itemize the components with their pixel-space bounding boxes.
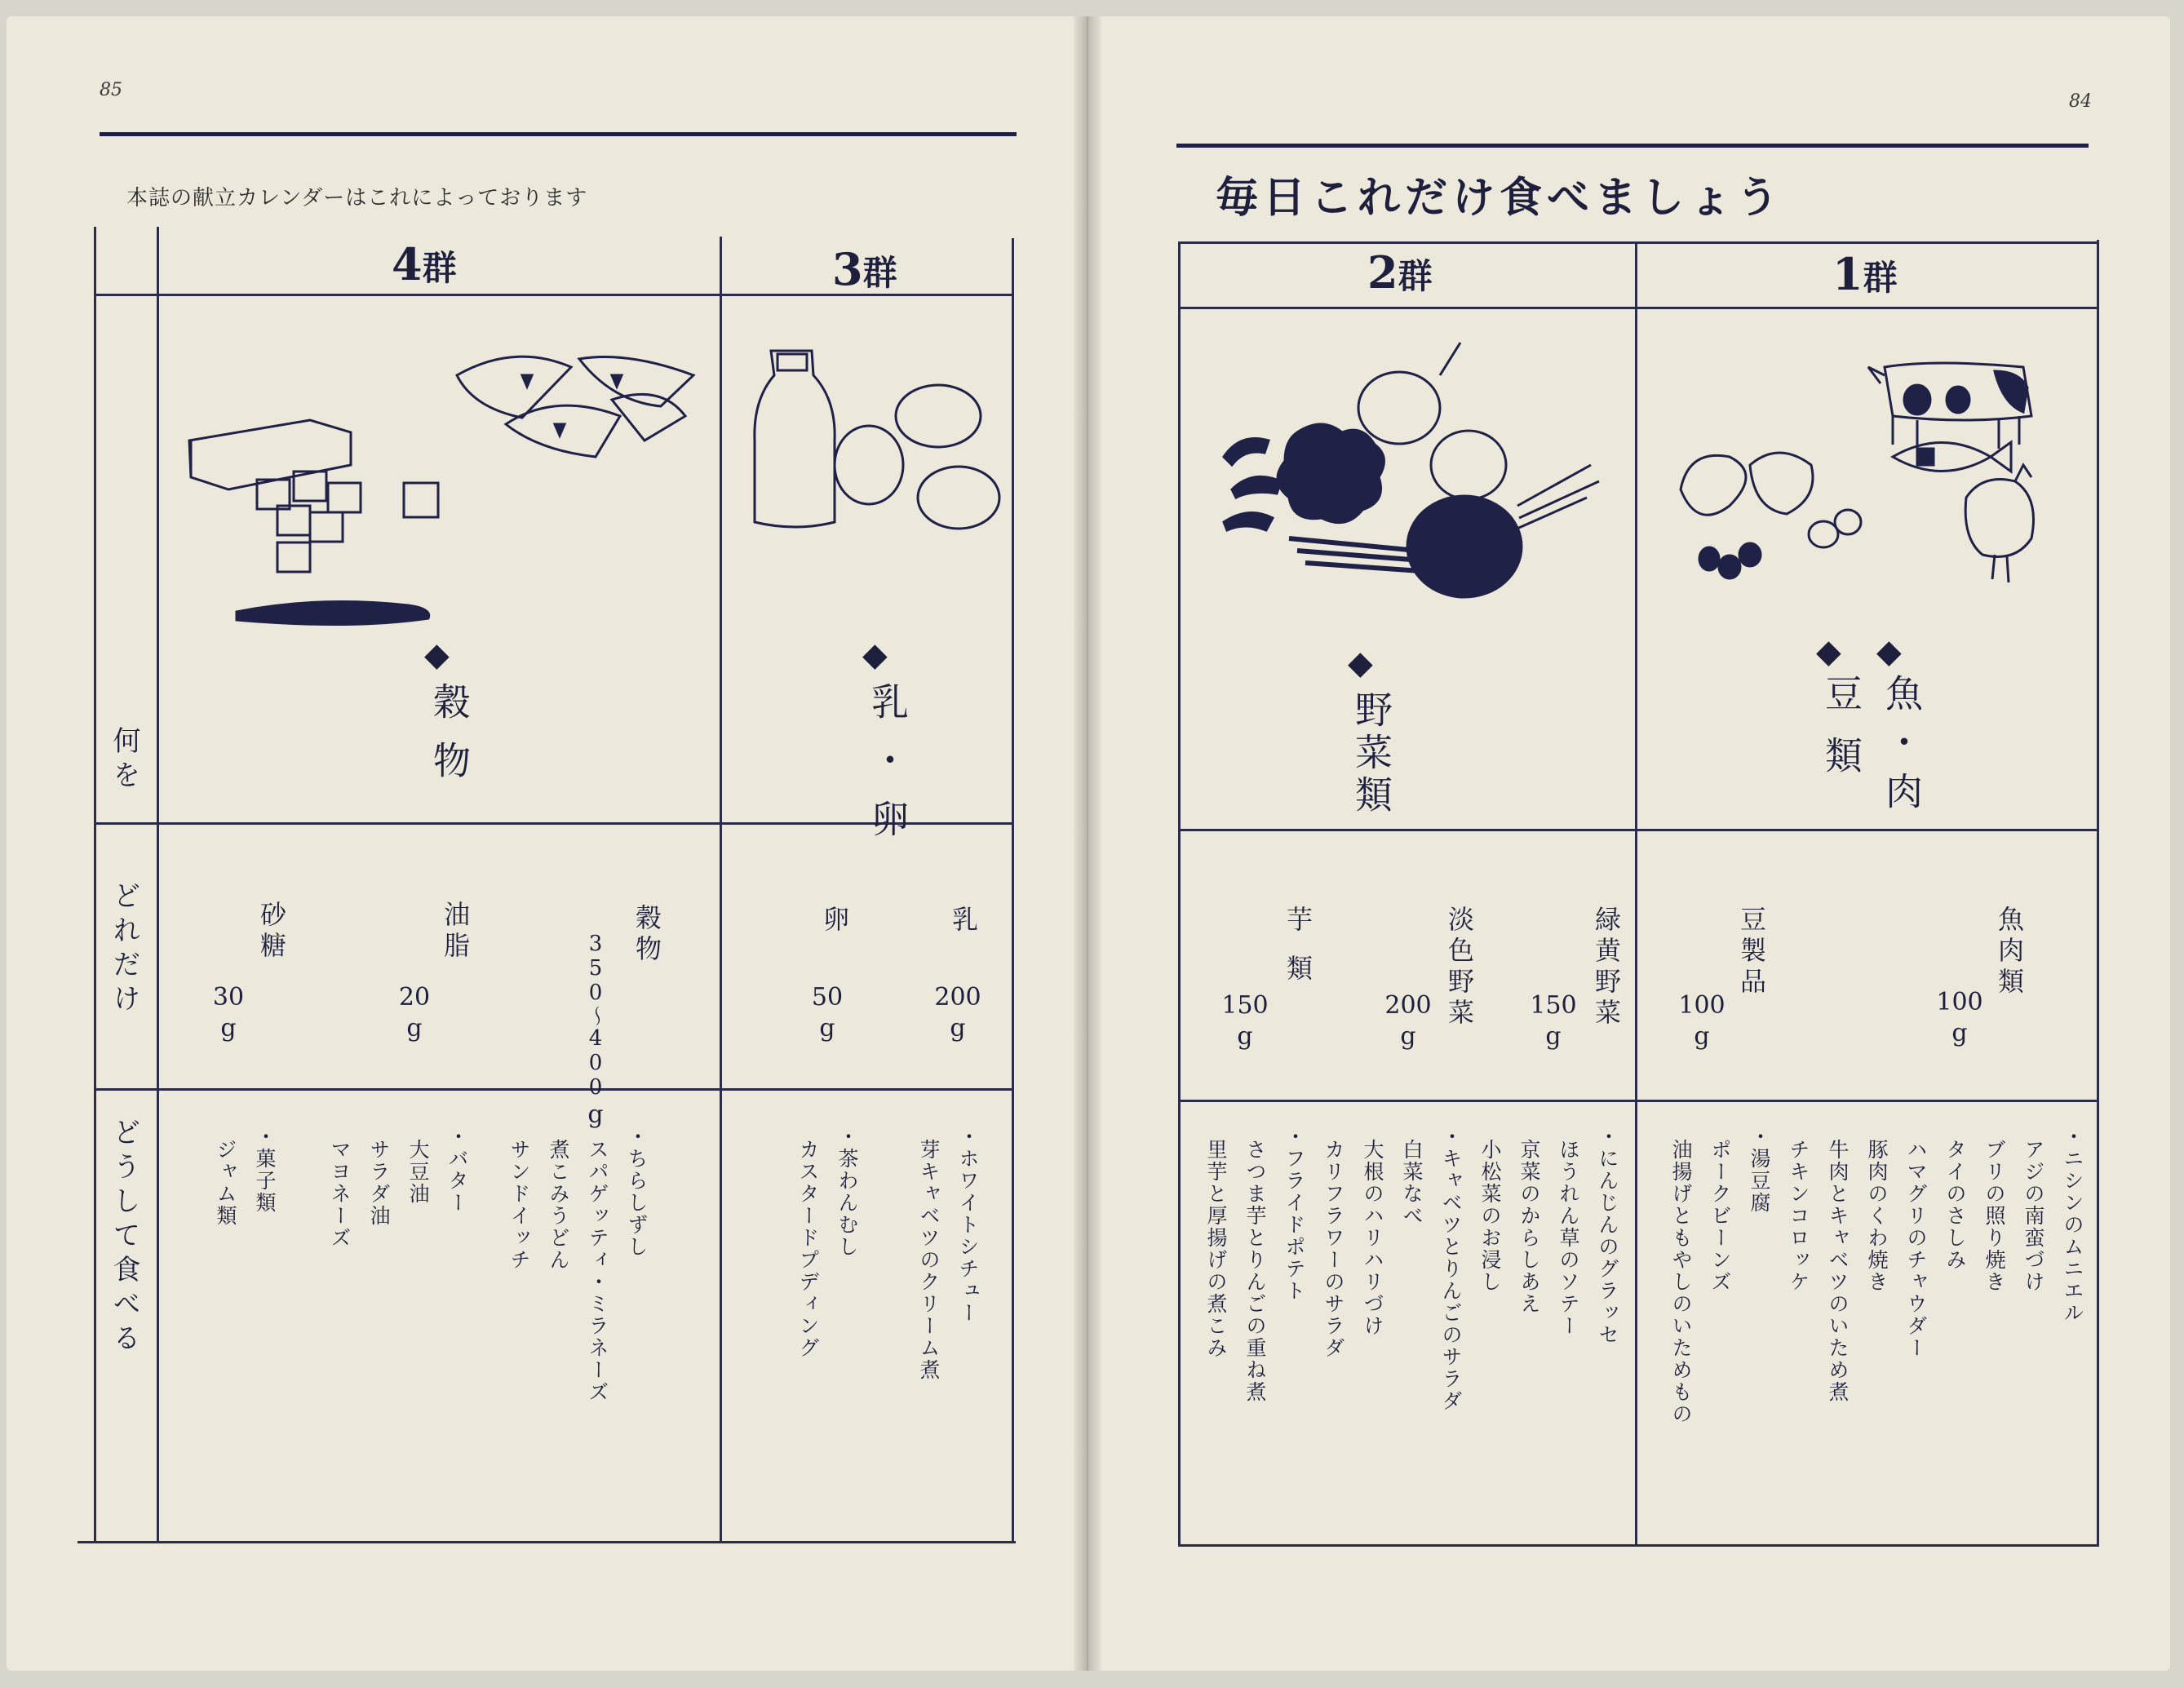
group3-heading: 3群 xyxy=(832,243,897,295)
dish-item: ほうれん草のソテー xyxy=(1557,1139,1580,1337)
dish-item: 煮こみうどん xyxy=(547,1139,570,1271)
dish-item: 里芋と厚揚げの煮こみ xyxy=(1204,1139,1228,1359)
group2-category: 野菜類 xyxy=(1349,690,1393,817)
dish-item: ジャム類 xyxy=(214,1139,237,1227)
group1-heading: 1群 xyxy=(1832,248,1898,300)
dish-item: ・ホワイトシチュー xyxy=(956,1126,980,1324)
group2-diamond-icon: ◆ xyxy=(1348,644,1373,682)
dish-item: ・フライドポテト xyxy=(1282,1126,1306,1302)
dish-item: さつま芋とりんごの重ね煮 xyxy=(1243,1139,1267,1403)
group3-food-2: 卵 xyxy=(819,905,850,936)
group2-food-2: 淡色野菜 xyxy=(1444,905,1475,1029)
group1-food-2: 豆製品 xyxy=(1736,905,1767,998)
dish-item: ブリの照り焼き xyxy=(1982,1139,2006,1293)
dish-item: スパゲッティ・ミラネーズ xyxy=(586,1139,609,1403)
dish-item: ・キャベツとりんごのサラダ xyxy=(1439,1126,1463,1412)
fish-meat-beans-illustration xyxy=(1672,334,2080,596)
group4-diamond-icon: ◆ xyxy=(424,636,450,674)
dish-item: チキンコロッケ xyxy=(1787,1139,1810,1293)
row-label-how-to-eat: どうして食べる xyxy=(108,1118,140,1357)
group3-category: 乳・卵 xyxy=(866,682,910,858)
group1-diamond-icon-2: ◆ xyxy=(1816,633,1841,671)
group1-diamond-icon-1: ◆ xyxy=(1876,633,1902,671)
row-label-how-much: どれだけ xyxy=(108,881,140,1018)
group2-food-3: 芋類 xyxy=(1282,905,1314,1003)
group2-food-1: 緑黄野菜 xyxy=(1591,905,1622,1029)
dish-item: ・湯豆腐 xyxy=(1748,1126,1771,1214)
grains-illustration xyxy=(188,343,710,636)
dish-item: ・菓子類 xyxy=(253,1126,277,1214)
dish-item: 芽キャベツのクリーム煮 xyxy=(917,1139,941,1381)
dish-item: 京菜のからしあえ xyxy=(1517,1139,1541,1315)
group4-amount-1: 350〜400 g xyxy=(583,932,608,1129)
group3-food-1: 乳 xyxy=(948,905,979,936)
left-page-number: 85 xyxy=(100,80,122,100)
group2-amount-1: 150 g xyxy=(1530,991,1577,1051)
right-page-number: 84 xyxy=(2069,91,2092,112)
milk-eggs-illustration xyxy=(746,343,1008,538)
group4-amount-3: 30 g xyxy=(212,983,245,1043)
calendar-note: 本誌の献立カレンダーはこれによっております xyxy=(126,186,588,210)
group4-food-1: 穀物 xyxy=(631,904,662,966)
dish-item: サラダ油 xyxy=(367,1139,391,1227)
dish-item: ・ニシンのムニエル xyxy=(2061,1126,2084,1324)
row-label-what: 何を xyxy=(108,726,140,795)
group4-category: 穀物 xyxy=(427,682,472,799)
dish-item: ・ちらしずし xyxy=(625,1126,649,1258)
right-header-rule xyxy=(1176,144,2089,148)
group3-amount-2: 50 g xyxy=(811,983,844,1043)
group4-food-2: 油脂 xyxy=(440,901,471,963)
dish-item: 大根のハリハリづけ xyxy=(1361,1139,1384,1337)
group1-category-2: 豆類 xyxy=(1819,674,1863,798)
group1-amount-2: 100 g xyxy=(1678,991,1725,1051)
dish-item: ・にんじんのグラッセ xyxy=(1596,1126,1619,1346)
group3-amount-1: 200 g xyxy=(934,983,981,1043)
group4-heading: 4群 xyxy=(392,238,457,290)
group3-diamond-icon: ◆ xyxy=(862,636,888,674)
dish-item: 豚肉のくわ焼き xyxy=(1865,1139,1889,1293)
dish-item: ・茶わんむし xyxy=(835,1126,859,1258)
vegetables-illustration xyxy=(1216,343,1607,612)
group4-food-3: 砂糖 xyxy=(256,901,287,963)
dish-item: カリフラワーのサラダ xyxy=(1322,1139,1345,1359)
group4-amount-2: 20 g xyxy=(398,983,431,1043)
right-page xyxy=(1093,16,2170,1671)
dish-item: 油揚げともやしのいためもの xyxy=(1669,1139,1693,1425)
left-page xyxy=(7,16,1082,1671)
dish-item: カスタードプディング xyxy=(796,1139,820,1359)
dish-item: 大豆油 xyxy=(406,1139,430,1205)
dish-item: ・バター xyxy=(445,1126,469,1214)
dish-item: ハマグリのチャウダー xyxy=(1904,1139,1928,1359)
left-header-rule xyxy=(100,132,1017,136)
book-gutter xyxy=(1074,16,1101,1671)
group1-food-1: 魚肉類 xyxy=(1994,905,2025,998)
dish-item: サンドイッチ xyxy=(507,1139,531,1271)
dish-item: 牛肉とキャベツのいため煮 xyxy=(1826,1139,1850,1403)
group2-amount-3: 150 g xyxy=(1221,991,1269,1051)
dish-item: マヨネーズ xyxy=(328,1139,352,1249)
dish-item: 小松菜のお浸し xyxy=(1478,1139,1502,1293)
group1-category-1: 魚・肉 xyxy=(1880,674,1924,821)
dish-item: ポークビーンズ xyxy=(1708,1139,1732,1293)
dish-item: タイのさしみ xyxy=(1943,1139,1967,1271)
page-title: 毎日これだけ食べましょう xyxy=(1216,173,1784,223)
group2-heading: 2群 xyxy=(1367,246,1433,299)
dish-item: アジの南蛮づけ xyxy=(2022,1139,2045,1293)
dish-item: 白菜なべ xyxy=(1400,1139,1424,1227)
group2-amount-2: 200 g xyxy=(1384,991,1432,1051)
group1-amount-1: 100 g xyxy=(1936,988,1983,1047)
